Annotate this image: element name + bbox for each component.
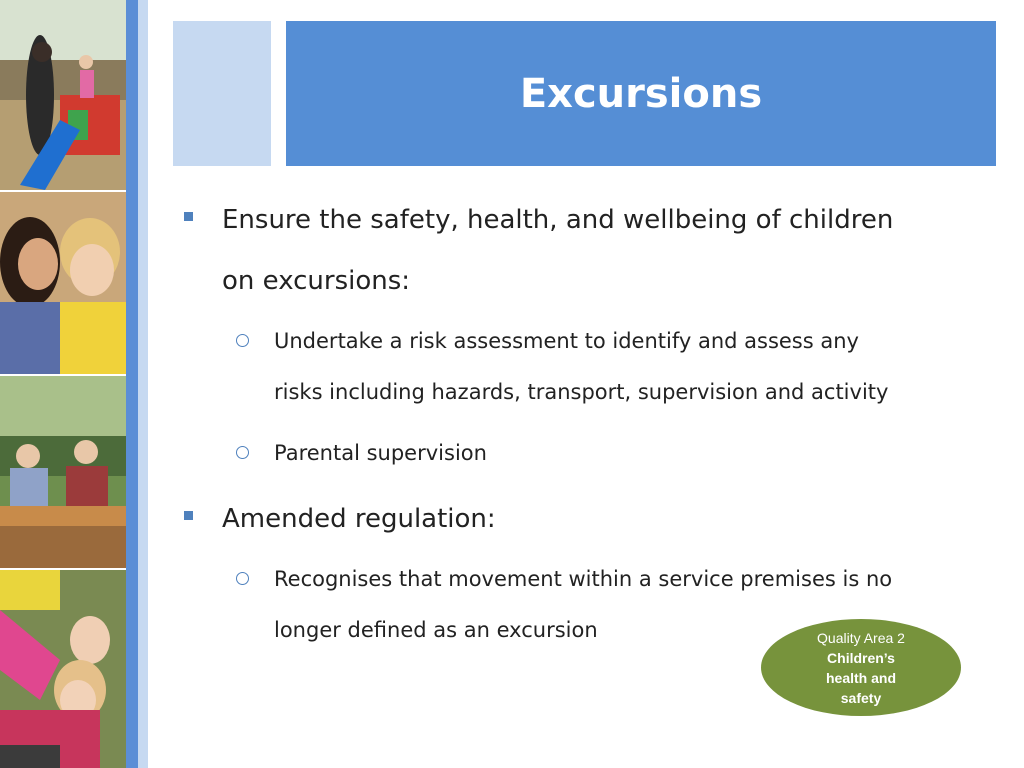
slide-title: Excursions xyxy=(519,70,763,117)
photo-playground xyxy=(0,0,126,190)
quality-area-badge xyxy=(761,619,961,716)
slide-content xyxy=(184,190,964,656)
square-bullet-icon xyxy=(184,212,193,221)
bullet-text: Amended regulation: xyxy=(222,504,496,534)
accent-bar xyxy=(126,0,138,768)
header-banner xyxy=(286,21,996,166)
sub-bullet-text: Recognises that movement within a service premises is no xyxy=(274,567,893,591)
sub-bullet-text: Undertake a risk assessment to identify and assess any xyxy=(274,329,859,353)
bullet-item xyxy=(184,489,964,550)
badge-title-line: health and xyxy=(825,669,896,686)
sub-bullet-text: Parental supervision xyxy=(274,441,487,465)
sub-bullet-item xyxy=(184,428,964,479)
photo-children-whisper xyxy=(0,192,126,374)
photo-strip xyxy=(0,0,126,768)
sub-bullet-text-cont: risks including hazards, transport, supervision and activity xyxy=(274,380,889,404)
badge-label: Quality Area 2 xyxy=(817,629,905,646)
badge-title-line: safety xyxy=(840,689,882,706)
circle-bullet-icon xyxy=(236,572,249,585)
bullet-text-cont: on excursions: xyxy=(222,266,411,296)
photo-children-laughing xyxy=(0,570,126,768)
photo-children-bench xyxy=(0,376,126,568)
sub-bullet-item xyxy=(184,316,964,418)
square-bullet-icon xyxy=(184,511,193,520)
accent-bar-light xyxy=(138,0,148,768)
sub-bullet-text-cont: longer defined as an excursion xyxy=(274,618,598,642)
header-accent-block xyxy=(173,21,271,166)
bullet-text: Ensure the safety, health, and wellbeing of children xyxy=(222,205,894,235)
bullet-item xyxy=(184,190,964,312)
circle-bullet-icon xyxy=(236,334,249,347)
circle-bullet-icon xyxy=(236,446,249,459)
badge-title-line: Children’s xyxy=(827,649,895,666)
